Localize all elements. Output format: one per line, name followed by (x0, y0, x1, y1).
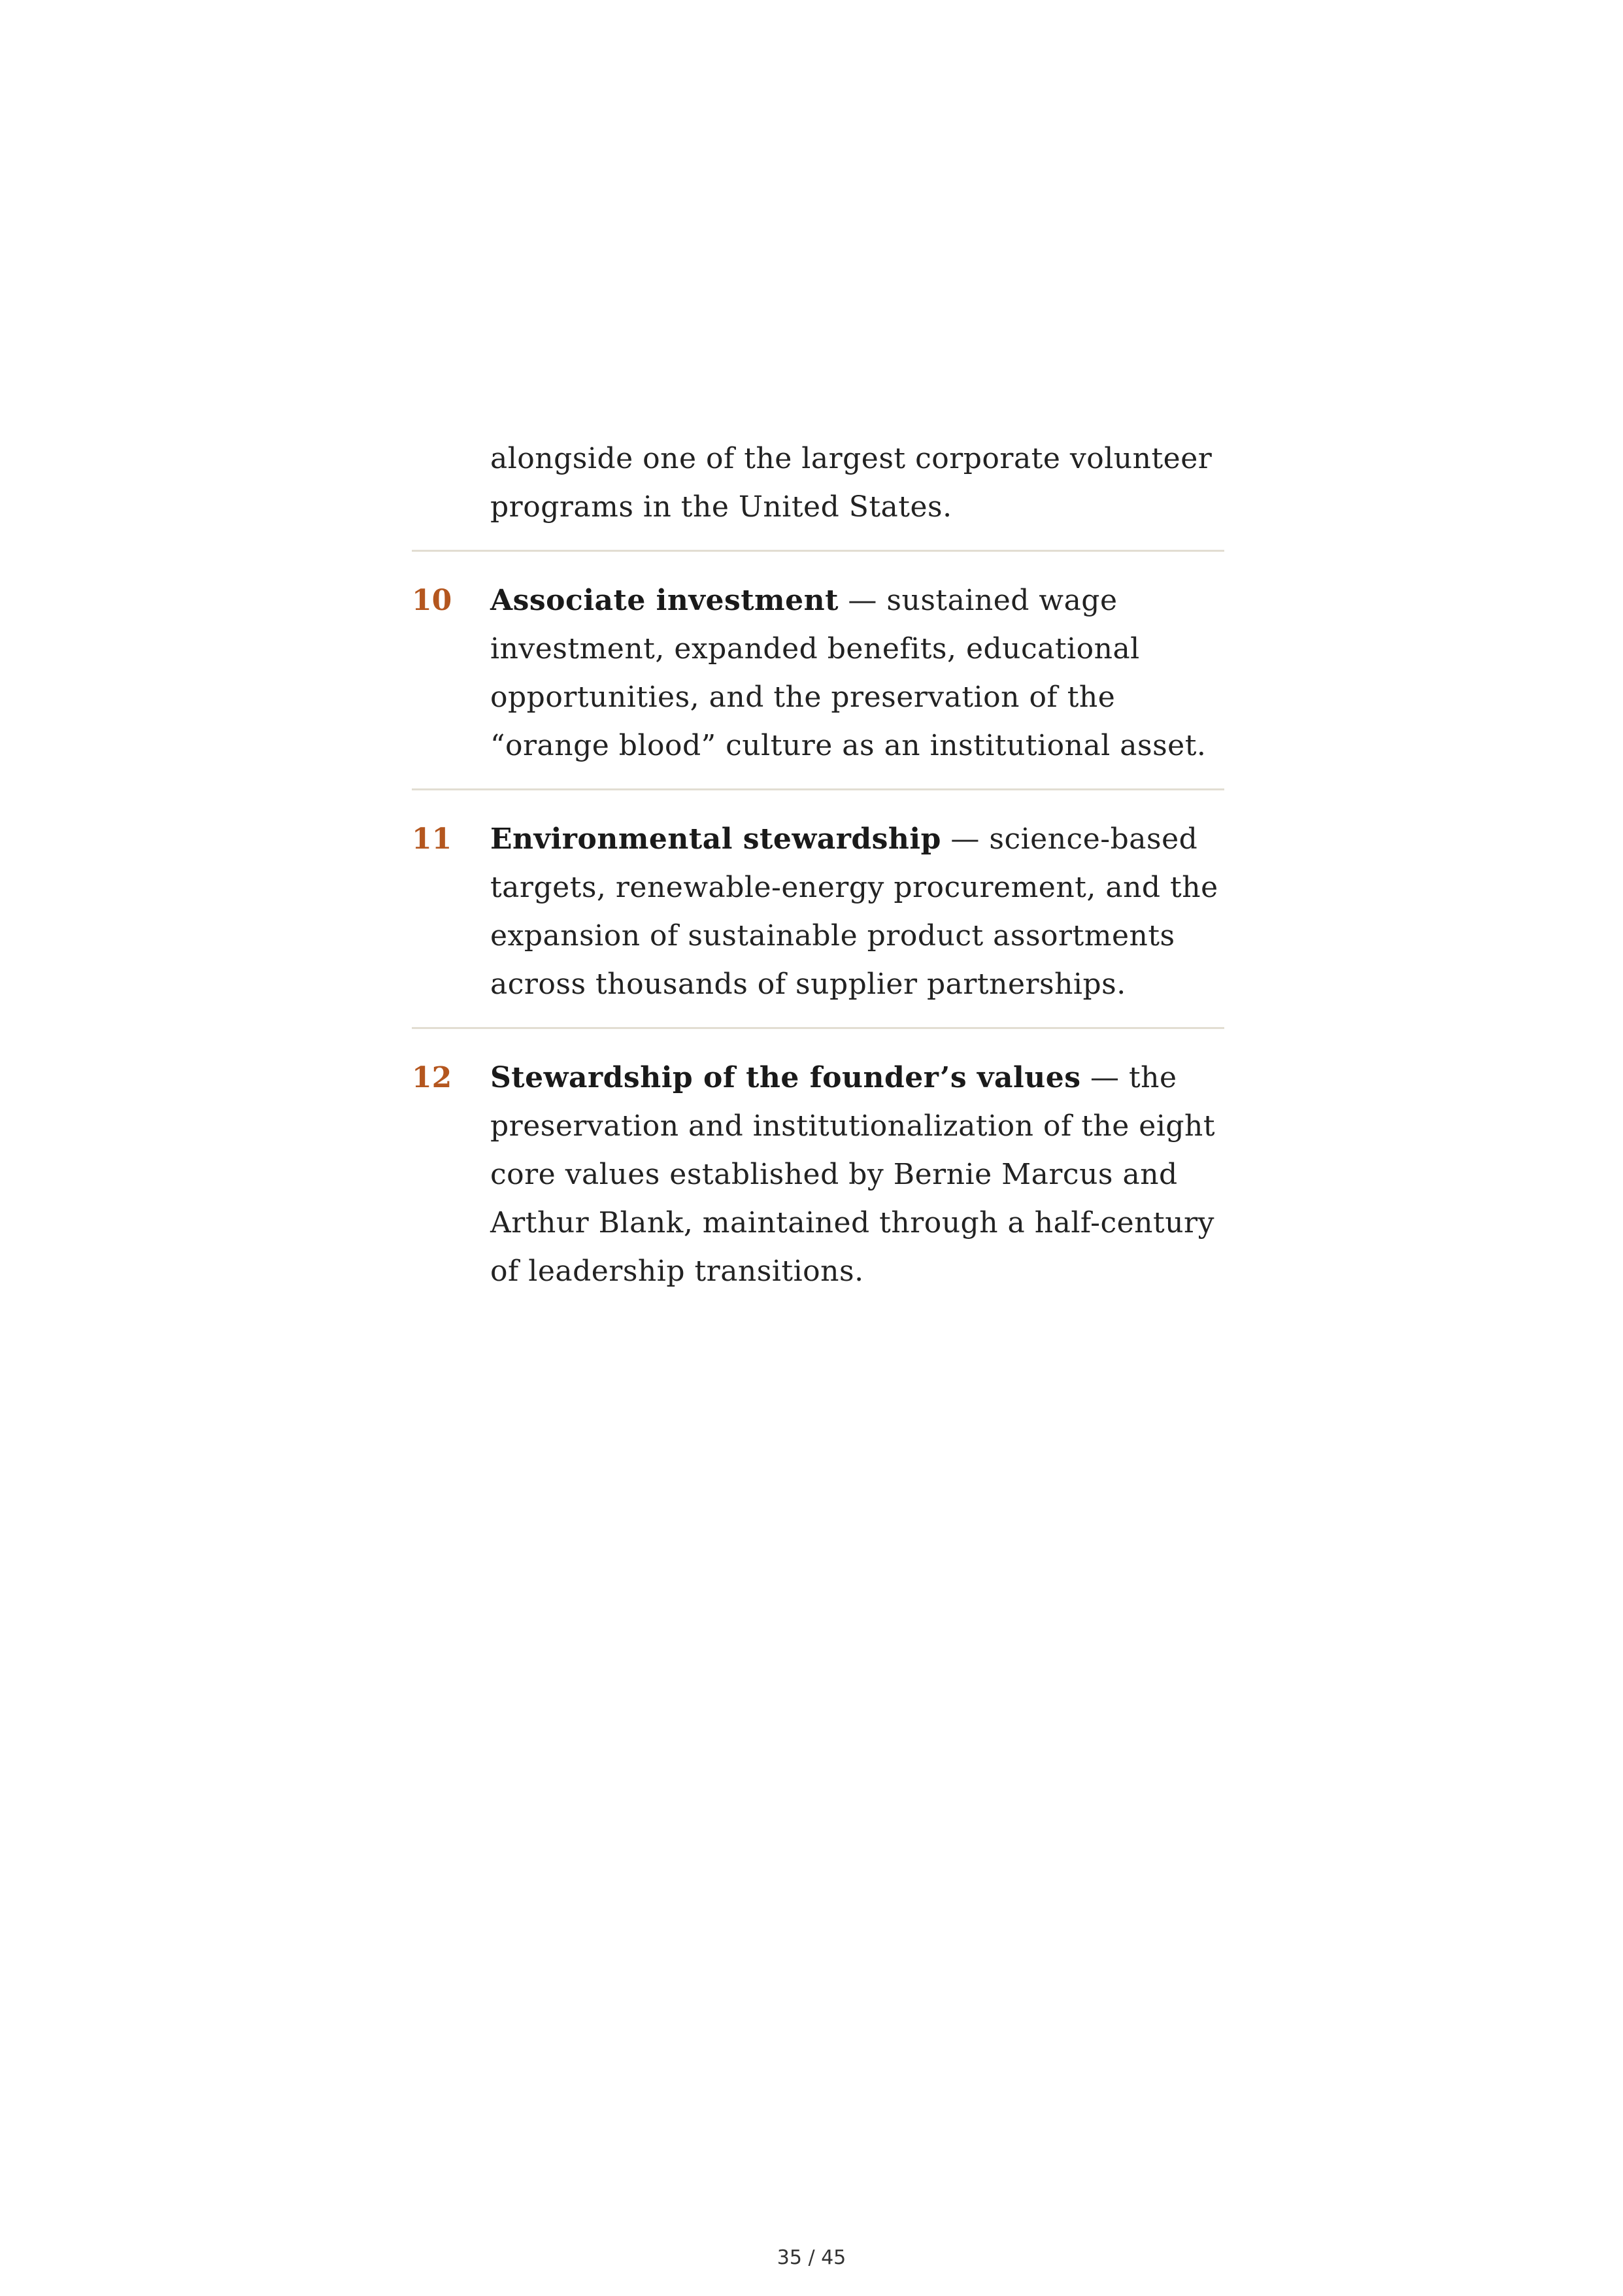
list-item (412, 1029, 1224, 1314)
page-number: 35 / 45 (777, 2246, 846, 2269)
item-number: 11 (412, 822, 452, 856)
item-body (490, 815, 1224, 1009)
item-title: Associate investment (490, 584, 839, 617)
item-body (490, 577, 1224, 770)
item-title: Stewardship of the founder’s values (490, 1061, 1081, 1094)
item-number: 12 (412, 1061, 452, 1094)
document-body (412, 435, 1224, 1314)
item-title: Environmental stewardship (490, 822, 941, 856)
continuation-paragraph: alongside one of the largest corporate volunteer programs in the United States. (490, 442, 1213, 524)
list-item (412, 790, 1224, 1027)
item-text: — sustained wage investment, expanded benefits, educational opportunities, and the preservation of the “orange blood” culture as an institutional asset. (490, 584, 1207, 762)
list-item (412, 552, 1224, 788)
item-body (490, 1054, 1224, 1296)
item-text: — the preservation and institutionalization of the eight core values established by Bernie Marcus and Arthur Blank, maintained through a half-century of leadership transitions. (490, 1061, 1216, 1288)
item-text: — science-based targets, renewable-energy procurement, and the expansion of sustainable product assortments across thousands of supplier partnerships. (490, 822, 1218, 1001)
item-number: 10 (412, 584, 452, 617)
